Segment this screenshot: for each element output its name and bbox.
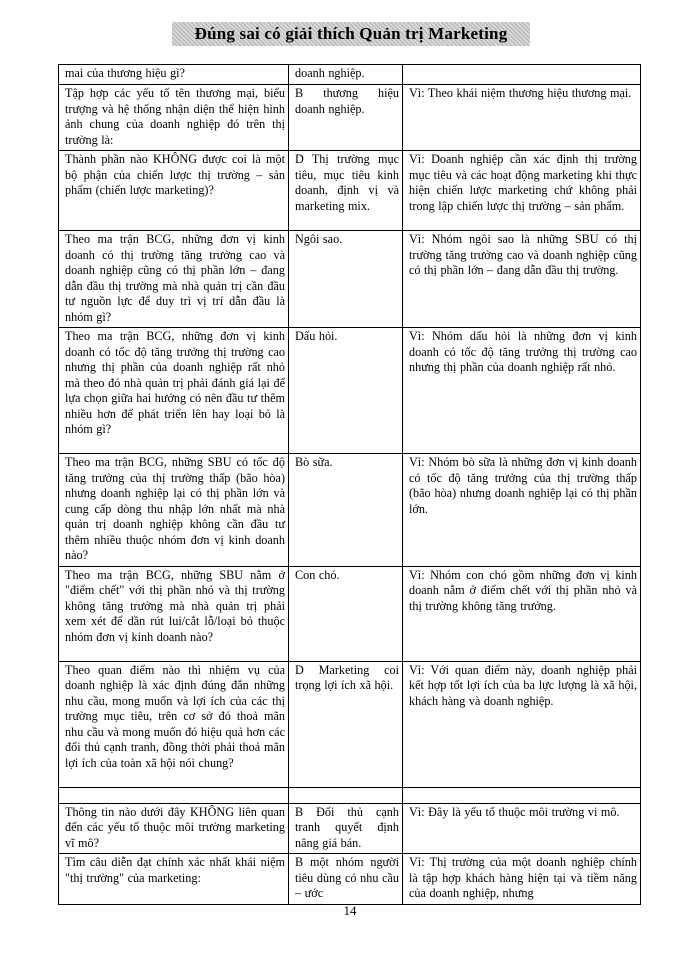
explanation-cell	[403, 787, 641, 803]
table-row	[59, 787, 641, 803]
answer-cell	[289, 787, 403, 803]
answer-cell: Ngôi sao.	[289, 231, 403, 328]
table-row	[59, 854, 641, 905]
question-cell: mai của thương hiệu gì?	[59, 65, 289, 85]
answer-cell: D Thị trường mục tiêu, mục tiêu kinh doanh, định vị và marketing mix.	[289, 151, 403, 231]
title-banner	[172, 22, 530, 46]
answer-cell: B Đối thủ cạnh tranh quyết định nâng giá bán.	[289, 803, 403, 854]
question-cell: Theo ma trận BCG, những đơn vị kinh doanh có tốc độ tăng trưởng thị trường cao nhưng thị phần của doanh nghiệp rất nhỏ mà theo đó nhà quản trị phải đánh giá lại để lựa chọn giữa hai hướng có nên đầu tư thêm nhiều hơn để phát triển lên hay loại bỏ là nhóm gì?	[59, 328, 289, 454]
question-cell: Theo ma trận BCG, những SBU có tốc độ tăng trưởng của thị trường thấp (bão hòa) nhưng doanh nghiệp lại có thị phần lớn và cung cấp dòng thu nhập lớn nhất mà nhà quản trị doanh nghiệp không cần đầu tư thêm nhiều thuộc nhóm đơn vị kinh doanh nào?	[59, 454, 289, 567]
explanation-cell: Vì: Đây là yếu tố thuộc môi trường vi mô.	[403, 803, 641, 854]
explanation-cell: Vì: Thị trường của một doanh nghiệp chính là tập hợp khách hàng hiện tại và tiềm năng của doanh nghiệp, nhưng	[403, 854, 641, 905]
table-row	[59, 661, 641, 787]
table-row	[59, 454, 641, 567]
explanation-cell: Vì: Nhóm bò sữa là những đơn vị kinh doanh có tốc độ tăng trưởng của thị trường thấp (bão hòa) nhưng doanh nghiệp lại có thị phần lớn.	[403, 454, 641, 567]
table-row	[59, 231, 641, 328]
answer-cell: B một nhóm người tiêu dùng có nhu cầu – ước	[289, 854, 403, 905]
answer-cell: Con chó.	[289, 566, 403, 661]
explanation-cell: Vì: Với quan điểm này, doanh nghiệp phải kết hợp tốt lợi ích của ba lực lượng là xã hội, khách hàng và doanh nghiệp.	[403, 661, 641, 787]
explanation-cell: Vì: Nhóm con chó gồm những đơn vị kinh doanh nằm ở điểm chết với thị phần nhỏ và thị trường không tăng trưởng.	[403, 566, 641, 661]
question-cell: Theo ma trận BCG, những đơn vị kinh doanh có thị trường tăng trưởng cao và doanh nghiệp cũng có thị phần lớn – đang dẫn đầu thị trường mà nhà quản trị cần đầu tư nguồn lực để duy trì vị trí dẫn đầu là nhóm gì?	[59, 231, 289, 328]
explanation-cell: Vì: Theo khái niệm thương hiệu thương mại.	[403, 85, 641, 151]
table-row	[59, 328, 641, 454]
explanation-cell	[403, 65, 641, 85]
question-cell: Theo quan điểm nào thì nhiệm vụ của doanh nghiệp là xác định đúng đắn những nhu cầu, mong muốn và lợi ích của các thị trường mục tiêu, trên cơ sở đó thoả mãn nhu cầu và mong muốn đó hiệu quả hơn các đối thủ cạnh tranh, đồng thời phải thoả mãn lợi ích của toàn xã hội nói chung?	[59, 661, 289, 787]
answer-cell: B thương hiệu doanh nghiệp.	[289, 85, 403, 151]
table-row	[59, 151, 641, 231]
question-cell: Tập hợp các yếu tố tên thương mại, biểu trượng và hệ thống nhận diện thể hiện hình ảnh chung của doanh nghiệp đó trên thị trường là:	[59, 85, 289, 151]
explanation-cell: Vì: Nhóm ngôi sao là những SBU có thị trường tăng trưởng cao và doanh nghiệp cũng có thị phần lớn – đang dẫn đầu thị trường.	[403, 231, 641, 328]
qa-table	[58, 64, 641, 905]
table-row	[59, 566, 641, 661]
question-cell	[59, 787, 289, 803]
question-cell: Thành phần nào KHÔNG được coi là một bộ phận của chiến lược thị trường – sản phẩm (chiến lược marketing)?	[59, 151, 289, 231]
explanation-cell: Vì: Doanh nghiệp cần xác định thị trường mục tiêu và các hoạt động marketing khi thực hiện chiến lược marketing chứ không phải trong lập chiến lược thị trường – sản phẩm.	[403, 151, 641, 231]
explanation-cell: Vì: Nhóm dấu hỏi là những đơn vị kinh doanh có tốc độ tăng trưởng thị trường cao nhưng thị phần của doanh nghiệp rất nhỏ.	[403, 328, 641, 454]
answer-cell: Dấu hỏi.	[289, 328, 403, 454]
answer-cell: D Marketing coi trọng lợi ích xã hội.	[289, 661, 403, 787]
table-row	[59, 85, 641, 151]
page-title: Đúng sai có giải thích Quản trị Marketing	[194, 24, 508, 43]
question-cell: Thông tin nào dưới đây KHÔNG liên quan đến các yếu tố thuộc môi trường marketing vĩ mô?	[59, 803, 289, 854]
question-cell: Tìm câu diễn đạt chính xác nhất khái niệm "thị trường" của marketing:	[59, 854, 289, 905]
page-number: 14	[343, 903, 357, 918]
answer-cell: Bò sữa.	[289, 454, 403, 567]
answer-cell: doanh nghiệp.	[289, 65, 403, 85]
table-row	[59, 65, 641, 85]
table-row	[59, 803, 641, 854]
question-cell: Theo ma trận BCG, những SBU nằm ở "điểm chết" với thị phần nhỏ và thị trường không tăng trưởng mà nhà quản trị phải xem xét để dần rút lui/cắt lỗ/loại bỏ thuộc nhóm đơn vị kinh doanh nào?	[59, 566, 289, 661]
